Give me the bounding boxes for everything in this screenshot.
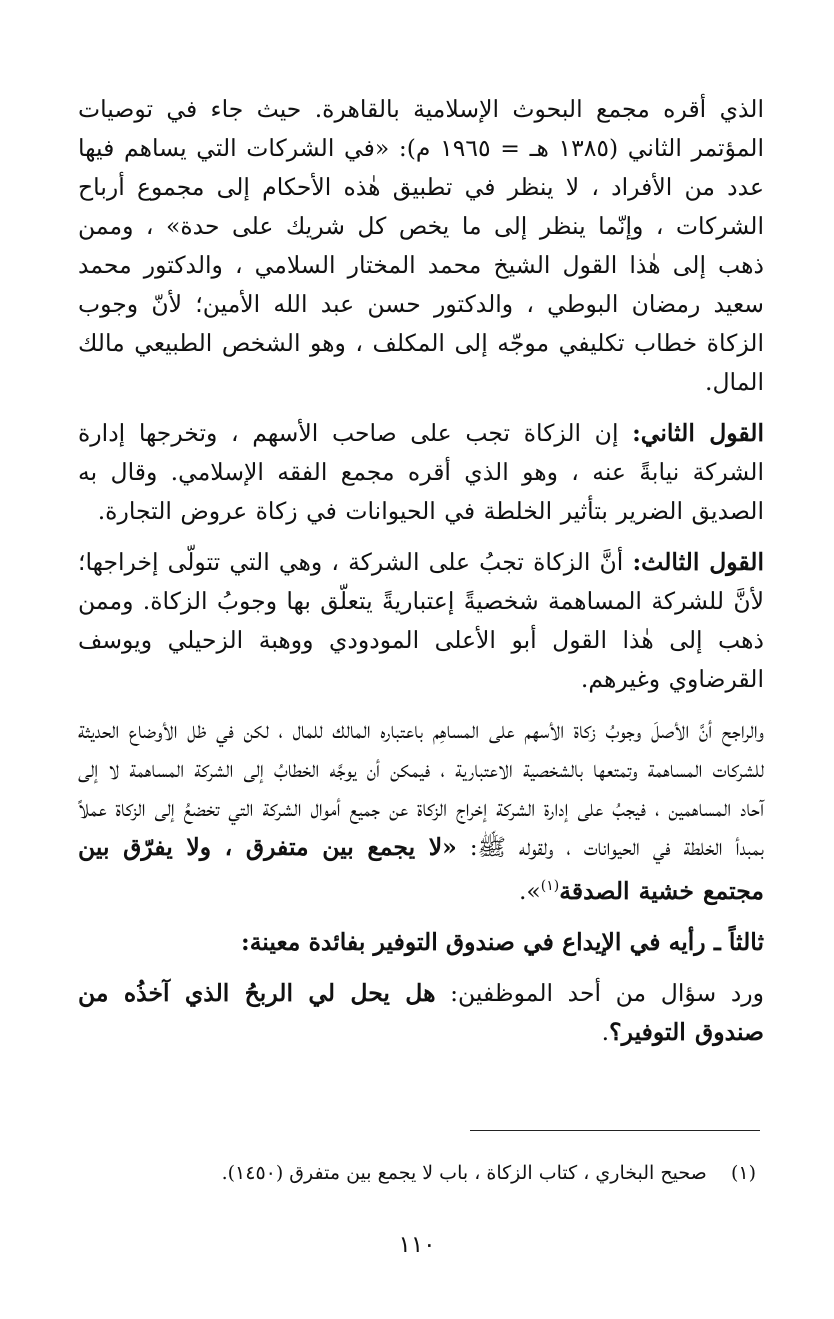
section-heading: ثالثاً ـ رأيه في الإيداع في صندوق التوفير بفائدة معينة: — [241, 927, 764, 956]
paragraph-second-opinion — [78, 414, 764, 531]
paragraph-preferred-opinion — [78, 711, 764, 911]
footnote — [78, 1158, 756, 1188]
preferred-opinion-text: والراجح أنَّ الأصلَ وجوبُ زكاة الأسهم على المساهِم باعتباره المالك للمال ، لكن في ظل الأوضاع الحديثة للشركات المساهمة وتمتعها بالشخصية الاعتبارية ، فيمكن أن يوجَّه الخطابُ إلى الشركة المساهمة لا إلى آحاد المساهمين ، فيجبُ على إدارة الشركة إخراج الزكاة عن جميع أموال الشركة التي تخضعُ إلى الزكاة عملاً بمبدأ الخلطة في الحيوانات ، ولقوله ﷺ: — [78, 716, 764, 861]
second-opinion-text: إن الزكاة تجب على صاحب الأسهم ، وتخرجها إدارة الشركة نيابةً عنه ، وهو الذي أقره مجمع الفقه الإسلامي. وقال به الصديق الضرير بتأثير الخلطة في الحيوانات في زكاة عروض التجارة. — [78, 419, 764, 525]
paragraph-first-text: الذي أقره مجمع البحوث الإسلامية بالقاهرة. حيث جاء في توصيات المؤتمر الثاني (١٣٨٥ هـ = ١٩٦٥ م): «في الشركات التي يساهم فيها عدد من الأفراد ، لا ينظر في تطبيق هٰذه الأحكام إلى مجموع أرباح الشركات ، وإنّما ينظر إلى ما يخص كل شريك على حدة» ، وممن ذهب إلى هٰذا القول الشيخ محمد المختار السلامي ، والدكتور محمد سعيد رمضان البوطي ، والدكتور حسن عبد الله الأمين؛ لأنّ وجوب الزكاة خطاب تكليفي موجّه إلى المكلف ، وهو الشخص الطبيعي مالك المال. — [78, 95, 764, 396]
footnote-divider — [470, 1130, 760, 1131]
quote-close: ». — [518, 876, 541, 905]
second-opinion-label: القول الثاني: — [632, 419, 764, 447]
third-opinion-text: أنَّ الزكاة تجبُ على الشركة ، وهي التي تتولّى إخراجها؛ لأنَّ للشركة المساهمة شخصيةً إعتباريةً يتعلّق بها وجوبُ الزكاة. وممن ذهب إلى هٰذا القول أبو الأعلى المودودي ووهبة الزحيلي ويوسف القرضاوي وغيرهم. — [78, 548, 764, 693]
paragraph-first — [78, 90, 764, 402]
question-intro: ورد سؤال من أحد الموظفين: — [435, 978, 764, 1007]
paragraph-third-opinion — [78, 543, 764, 699]
footnote-reference[interactable]: (١) — [540, 878, 560, 894]
footnote-text: صحيح البخاري ، كتاب الزكاة ، باب لا يجمع بين متفرق (١٤٥٠). — [221, 1162, 707, 1184]
footnote-marker: (١) — [730, 1162, 756, 1184]
question-end: . — [601, 1017, 610, 1046]
hadith-quote: «لا يجمع بين متفرق ، ولا يفرّق بين مجتمع خشية الصدقة — [78, 833, 764, 905]
third-opinion-label: القول الثالث: — [632, 548, 764, 576]
question-text: هل يحل لي الربحُ الذي آخذُه من صندوق التوفير؟ — [78, 978, 764, 1046]
page-number: ١١٠ — [398, 1232, 436, 1258]
paragraph-question — [78, 974, 764, 1052]
